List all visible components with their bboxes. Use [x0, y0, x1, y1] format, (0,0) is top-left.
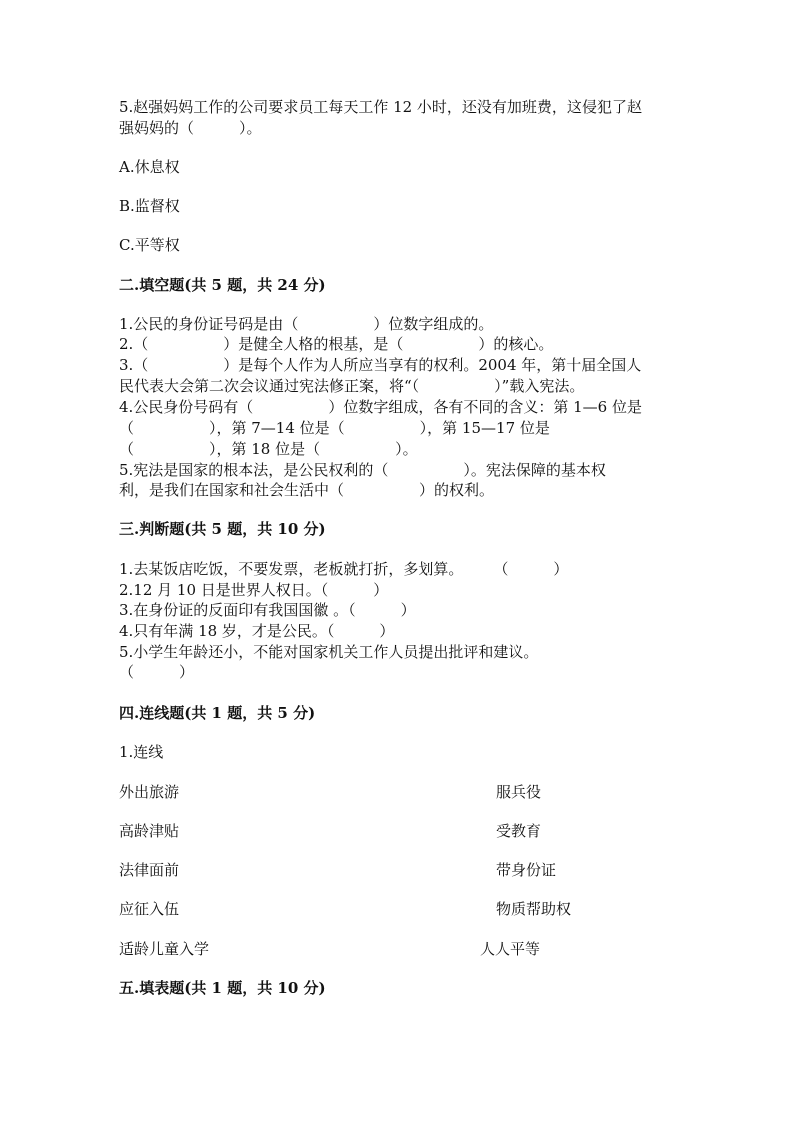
fill-line: 3.（ ）是每个人作为人所应当享有的权利。2004 年，第十届全国人: [119, 356, 642, 374]
judge-line: （ ）: [119, 663, 195, 681]
q5-option-a: A.休息权: [119, 158, 180, 176]
q5-option-c: C.平等权: [119, 236, 180, 254]
judge-line: 3.在身份证的反面印有我国国徽 。（ ）: [119, 601, 416, 619]
match-right-item: 服兵役: [496, 783, 542, 801]
match-left-item: 适龄儿童入学: [119, 940, 210, 958]
section5-title: 五.填表题(共 1 题，共 10 分): [119, 979, 326, 997]
fill-line: 利，是我们在国家和社会生活中（ ）的权利。: [119, 481, 495, 499]
judge-line: 2.12 月 10 日是世界人权日。（ ）: [119, 581, 389, 599]
q5-option-b: B.监督权: [119, 197, 180, 215]
fill-line: 民代表大会第二次会议通过宪法修正案，将“（ ）”载入宪法。: [119, 377, 585, 395]
match-right-item: 人人平等: [480, 940, 541, 958]
match-left-item: 法律面前: [119, 861, 180, 879]
match-left-item: 外出旅游: [119, 783, 180, 801]
match-right-item: 受教育: [496, 822, 542, 840]
match-right-item: 物质帮助权: [496, 900, 572, 918]
judge-line: 1.去某饭店吃饭，不要发票，老板就打折，多划算。 （ ）: [119, 560, 569, 578]
fill-line: 1.公民的身份证号码是由（ ）位数字组成的。: [119, 315, 494, 333]
match-left-item: 高龄津贴: [119, 822, 180, 840]
section3-title: 三.判断题(共 5 题，共 10 分): [119, 520, 326, 538]
q5-text-line1: 5.赵强妈妈工作的公司要求员工每天工作 12 小时，还没有加班费，这侵犯了赵: [119, 98, 642, 116]
section2-title: 二.填空题(共 5 题，共 24 分): [119, 276, 326, 294]
match-right-item: 带身份证: [496, 861, 557, 879]
judge-line: 5.小学生年龄还小，不能对国家机关工作人员提出批评和建议。: [119, 643, 539, 661]
section4-title: 四.连线题(共 1 题，共 5 分): [119, 704, 316, 722]
fill-line: 4.公民身份号码有（ ）位数字组成，各有不同的含义：第 1—6 位是: [119, 398, 642, 416]
fill-line: 5.宪法是国家的根本法，是公民权利的（ ）。宪法保障的基本权: [119, 461, 606, 479]
fill-line: （ ），第 18 位是（ ）。: [119, 440, 418, 458]
judge-line: 4.只有年满 18 岁，才是公民。（ ）: [119, 622, 395, 640]
match-left-item: 应征入伍: [119, 900, 180, 918]
q5-text-line2: 强妈妈的（ ）。: [119, 119, 262, 137]
fill-line: 2.（ ）是健全人格的根基，是（ ）的核心。: [119, 335, 554, 353]
match-question: 1.连线: [119, 743, 164, 761]
fill-line: （ ），第 7—14 位是（ ），第 15—17 位是: [119, 419, 550, 437]
